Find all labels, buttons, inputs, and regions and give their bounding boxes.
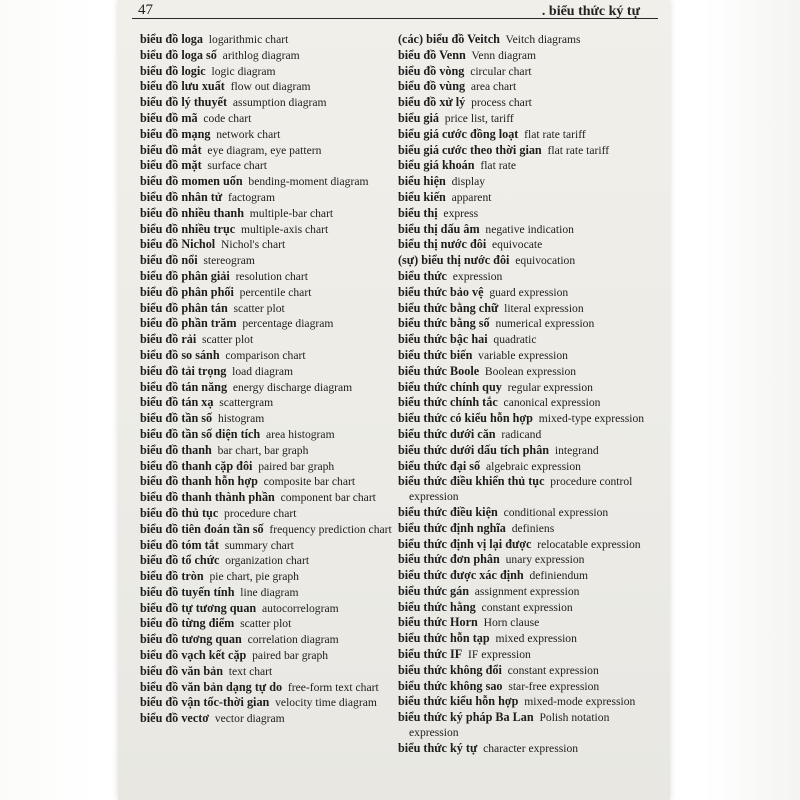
entry-term-vietnamese: biểu thức ký tự — [398, 740, 478, 755]
entry-translation-english: equivocation — [515, 254, 576, 268]
entry-translation-english: relocatable expression — [537, 537, 641, 551]
entry-translation-english: bending-moment diagram — [248, 175, 369, 189]
entry-translation-english: variable expression — [478, 348, 568, 362]
entry-term-vietnamese: biểu đồ vùng — [398, 79, 466, 94]
entry-translation-english: display — [451, 175, 486, 189]
entry-translation-english: scatter plot — [240, 617, 292, 631]
entry-term-vietnamese: biểu đồ loga số — [140, 47, 217, 62]
dictionary-entry — [140, 364, 392, 380]
dictionary-entry — [398, 427, 650, 443]
running-head-text: biểu thức ký tự — [548, 4, 640, 19]
entry-term-vietnamese: biểu thức đơn phân — [398, 552, 500, 567]
entry-translation-english: eye diagram, eye pattern — [207, 143, 322, 157]
entry-term-vietnamese: biểu đồ thủ tục — [140, 505, 219, 520]
dictionary-entry — [140, 395, 392, 411]
dictionary-entry — [140, 206, 392, 222]
dictionary-entry — [140, 648, 392, 664]
entry-translation-english: apparent — [451, 190, 492, 204]
dictionary-entry — [398, 237, 650, 253]
dictionary-entry — [398, 663, 650, 679]
entry-translation-english: pie chart, pie graph — [209, 570, 299, 584]
dictionary-entry — [398, 127, 650, 143]
entry-translation-english: expression — [452, 269, 503, 283]
entry-term-vietnamese: biểu thức bằng chữ — [398, 300, 499, 315]
dictionary-entry — [398, 64, 650, 80]
right-column — [398, 32, 650, 757]
entry-term-vietnamese: biểu thị — [398, 205, 438, 220]
entry-term-vietnamese: biểu đồ tần số diện tích — [140, 426, 261, 441]
entry-term-vietnamese: biểu đồ Venn — [398, 47, 466, 62]
entry-term-vietnamese: biểu đồ vạch kết cặp — [140, 648, 247, 663]
entry-translation-english: organization chart — [225, 554, 310, 568]
dictionary-entry — [140, 569, 392, 585]
entry-term-vietnamese: biểu đồ mạng — [140, 126, 211, 141]
entry-term-vietnamese: biểu thức chính quy — [398, 379, 502, 394]
dictionary-entry — [140, 301, 392, 317]
entry-term-vietnamese: biểu thị nước đôi — [398, 237, 487, 252]
entry-term-vietnamese: biểu thức điều khiển thủ tục — [398, 474, 545, 489]
entry-translation-english: frequency prediction chart — [269, 522, 392, 536]
dictionary-entry — [398, 395, 650, 411]
entry-translation-english: flat rate tariff — [547, 143, 610, 157]
dictionary-entry — [140, 348, 392, 364]
entry-translation-english: summary chart — [224, 538, 294, 552]
entry-term-vietnamese: biểu thức dưới căn — [398, 426, 496, 441]
entry-translation-english: network chart — [216, 127, 281, 141]
entry-term-vietnamese: biểu kiến — [398, 189, 446, 204]
entry-translation-english: constant expression — [481, 600, 573, 614]
entry-translation-english: free-form text chart — [287, 680, 379, 694]
dictionary-entry — [140, 269, 392, 285]
entry-translation-english: definiendum — [529, 569, 589, 583]
entry-translation-english: mixed-mode expression — [524, 695, 636, 709]
entry-translation-english: mixed-type expression — [538, 412, 645, 426]
entry-term-vietnamese: biểu đồ lưu xuất — [140, 79, 225, 94]
entry-term-vietnamese: biểu đồ tương quan — [140, 632, 242, 647]
entry-term-vietnamese: biểu giá cước đồng loạt — [398, 126, 519, 141]
dictionary-entry — [398, 521, 650, 537]
entry-translation-english: correlation diagram — [247, 633, 339, 647]
entry-term-vietnamese: biểu đồ tán xạ — [140, 395, 214, 410]
dictionary-entry — [398, 443, 650, 459]
entry-term-vietnamese: biểu đồ mắt — [140, 142, 202, 157]
dictionary-entry — [140, 632, 392, 648]
entry-translation-english: energy discharge diagram — [232, 380, 353, 394]
entry-translation-english: algebraic expression — [485, 459, 581, 473]
entry-term-vietnamese: biểu thị dấu âm — [398, 221, 480, 236]
entry-translation-english: multiple-bar chart — [249, 206, 334, 220]
dictionary-entry — [140, 538, 392, 554]
entry-translation-english: IF expression — [468, 648, 531, 662]
entry-term-vietnamese: biểu đồ phân phối — [140, 284, 234, 299]
dictionary-entry — [398, 301, 650, 317]
entry-translation-english: assumption diagram — [232, 96, 327, 110]
entry-term-vietnamese: biểu hiện — [398, 174, 446, 189]
entry-term-vietnamese: biểu thức đại số — [398, 458, 481, 473]
entry-translation-english: multiple-axis chart — [240, 222, 329, 236]
entry-translation-english: constant expression — [507, 663, 599, 677]
entry-translation-english: resolution chart — [235, 269, 309, 283]
entry-term-vietnamese: biểu đồ tròn — [140, 569, 204, 584]
entry-term-vietnamese: biểu thức dưới dấu tích phân — [398, 442, 550, 457]
dictionary-entry — [398, 364, 650, 380]
dictionary-entry — [140, 237, 392, 253]
entry-translation-english: scattergram — [219, 396, 274, 410]
entry-translation-english: Veitch diagrams — [505, 33, 581, 46]
left-column — [140, 32, 392, 727]
dictionary-entry — [140, 443, 392, 459]
entry-translation-english: area histogram — [266, 427, 335, 441]
entry-translation-english: assignment expression — [474, 584, 580, 598]
entry-translation-english: definiens — [511, 521, 555, 535]
entry-term-vietnamese: biểu đồ nhân tử — [140, 189, 223, 204]
entry-translation-english: Boolean expression — [484, 364, 577, 378]
dictionary-entry — [398, 206, 650, 222]
entry-term-vietnamese: (các) biểu đồ Veitch — [398, 32, 500, 46]
entry-term-vietnamese: biểu thức chính tắc — [398, 395, 498, 410]
dictionary-entry — [398, 79, 650, 95]
dictionary-entry — [398, 710, 650, 741]
dictionary-entry — [140, 143, 392, 159]
entry-term-vietnamese: biểu thức Horn — [398, 615, 478, 630]
page-number: 47 — [138, 2, 153, 18]
dictionary-entry — [140, 411, 392, 427]
entry-translation-english: code chart — [203, 111, 252, 125]
entry-term-vietnamese: biểu đồ rải — [140, 332, 197, 347]
entry-term-vietnamese: biểu đồ tán năng — [140, 379, 228, 394]
dictionary-entry — [140, 585, 392, 601]
entry-translation-english: scatter plot — [233, 301, 285, 315]
dictionary-entry — [398, 111, 650, 127]
entry-term-vietnamese: biểu đồ từng điểm — [140, 616, 235, 631]
dictionary-entry — [398, 694, 650, 710]
entry-translation-english: bar chart, bar graph — [217, 443, 309, 457]
entry-term-vietnamese: biểu đồ mã — [140, 110, 198, 125]
entry-translation-english: flow out diagram — [230, 80, 311, 94]
entry-term-vietnamese: biểu thức — [398, 268, 447, 283]
entry-translation-english: histogram — [217, 412, 265, 426]
entry-translation-english: paired bar graph — [252, 649, 329, 663]
dictionary-entry — [398, 459, 650, 475]
dictionary-entry — [398, 143, 650, 159]
dictionary-entry — [398, 380, 650, 396]
entry-translation-english: mixed expression — [495, 632, 577, 646]
entry-translation-english: express — [443, 206, 479, 220]
entry-translation-english: numerical expression — [495, 317, 595, 331]
entry-translation-english: integrand — [554, 443, 599, 457]
entry-term-vietnamese: biểu thức bằng số — [398, 316, 490, 331]
dictionary-entry — [140, 490, 392, 506]
dictionary-entry — [398, 222, 650, 238]
entry-translation-english: stereogram — [203, 254, 255, 268]
dictionary-entry — [398, 95, 650, 111]
entry-term-vietnamese: biểu thức ký pháp Ba Lan — [398, 710, 534, 725]
entry-translation-english: procedure chart — [224, 506, 297, 520]
entry-term-vietnamese: biểu đồ nổi — [140, 253, 198, 268]
dictionary-entry — [398, 316, 650, 332]
entry-translation-english: comparison chart — [225, 348, 306, 362]
dictionary-entry — [398, 48, 650, 64]
entry-term-vietnamese: biểu đồ tần số — [140, 411, 213, 426]
entry-term-vietnamese: biểu đồ thanh — [140, 442, 212, 457]
dictionary-entry — [140, 79, 392, 95]
entry-translation-english: star-free expression — [508, 679, 600, 693]
entry-term-vietnamese: biểu đồ thanh hỗn hợp — [140, 474, 258, 489]
dictionary-entry — [398, 505, 650, 521]
dictionary-entry — [140, 127, 392, 143]
entry-term-vietnamese: biểu thức biến — [398, 347, 473, 362]
entry-term-vietnamese: (sự) biểu thị nước đôi — [398, 253, 510, 268]
entry-translation-english: scatter plot — [202, 333, 254, 347]
dictionary-entry — [398, 741, 650, 757]
entry-translation-english: composite bar chart — [263, 475, 356, 489]
dictionary-entry — [140, 711, 392, 727]
dictionary-entry — [140, 95, 392, 111]
entry-translation-english: negative indication — [485, 222, 574, 236]
dictionary-entry — [398, 332, 650, 348]
entry-term-vietnamese: biểu đồ thanh thành phần — [140, 490, 275, 505]
entry-term-vietnamese: biểu thức định vị lại được — [398, 536, 532, 551]
dictionary-entry — [398, 679, 650, 695]
entry-term-vietnamese: biểu đồ tổ chức — [140, 553, 220, 568]
dictionary-entry — [140, 380, 392, 396]
dictionary-entry — [398, 631, 650, 647]
entry-translation-english: surface chart — [207, 159, 267, 173]
entry-term-vietnamese: biểu giá cước theo thời gian — [398, 142, 542, 157]
entry-translation-english: percentile chart — [239, 285, 312, 299]
dictionary-entry — [398, 190, 650, 206]
entry-translation-english: flat rate — [480, 159, 517, 173]
entry-term-vietnamese: biểu đồ phân giải — [140, 268, 230, 283]
entry-translation-english: radicand — [501, 427, 542, 441]
dictionary-entry — [398, 474, 650, 505]
dictionary-entry — [140, 253, 392, 269]
entry-term-vietnamese: biểu giá — [398, 110, 439, 125]
entry-term-vietnamese: biểu đồ tuyến tính — [140, 584, 235, 599]
entry-translation-english: percentage diagram — [242, 317, 334, 331]
dictionary-entry — [398, 568, 650, 584]
dictionary-entry — [140, 190, 392, 206]
entry-translation-english: equivocate — [492, 238, 543, 252]
entry-term-vietnamese: biểu đồ xử lý — [398, 95, 466, 110]
dictionary-entry — [140, 680, 392, 696]
entry-translation-english: process chart — [471, 96, 532, 110]
dictionary-entry — [398, 411, 650, 427]
dictionary-entry — [398, 584, 650, 600]
entry-translation-english: flat rate tariff — [524, 127, 586, 141]
entry-term-vietnamese: biểu đồ thanh cặp đôi — [140, 458, 253, 473]
entry-term-vietnamese: biểu giá khoán — [398, 158, 475, 173]
entry-translation-english: component bar chart — [280, 491, 376, 505]
entry-translation-english: line diagram — [240, 585, 299, 599]
dictionary-entry — [140, 474, 392, 490]
entry-translation-english: area chart — [470, 80, 517, 94]
entry-term-vietnamese: biểu thức bảo vệ — [398, 284, 484, 299]
dictionary-entry — [398, 32, 650, 48]
dictionary-entry — [398, 600, 650, 616]
entry-term-vietnamese: biểu thức định nghĩa — [398, 520, 506, 535]
entry-term-vietnamese: biểu đồ tiên đoán tần số — [140, 521, 264, 536]
entry-translation-english: procedure control expression — [409, 475, 633, 504]
dictionary-entry — [140, 332, 392, 348]
entry-term-vietnamese: biểu thức không sao — [398, 678, 503, 693]
dictionary-entry — [140, 64, 392, 80]
entry-translation-english: canonical expression — [503, 396, 601, 410]
dictionary-entry — [140, 553, 392, 569]
entry-term-vietnamese: biểu đồ tóm tắt — [140, 537, 219, 552]
entry-term-vietnamese: biểu thức gán — [398, 583, 469, 598]
dictionary-entry — [140, 285, 392, 301]
entry-term-vietnamese: biểu thức kiểu hỗn hợp — [398, 694, 519, 709]
entry-translation-english: Nichol's chart — [220, 238, 286, 252]
entry-translation-english: text chart — [228, 664, 273, 678]
entry-term-vietnamese: biểu thức không đổi — [398, 662, 502, 677]
entry-term-vietnamese: biểu thức điều kiện — [398, 504, 498, 519]
entry-term-vietnamese: biểu đồ Nichol — [140, 237, 216, 252]
entry-translation-english: quadratic — [493, 333, 537, 347]
header-rule — [132, 18, 658, 19]
entry-term-vietnamese: biểu đồ loga — [140, 32, 203, 46]
entry-term-vietnamese: biểu đồ phần trăm — [140, 316, 237, 331]
entry-translation-english: velocity time diagram — [275, 696, 377, 710]
dictionary-entry — [140, 522, 392, 538]
entry-term-vietnamese: biểu đồ nhiều trục — [140, 221, 236, 236]
entry-translation-english: logic diagram — [211, 64, 276, 78]
entry-term-vietnamese: biểu thức Boole — [398, 363, 480, 378]
entry-term-vietnamese: biểu đồ vận tốc-thời gian — [140, 695, 270, 710]
entry-term-vietnamese: biểu thức được xác định — [398, 568, 524, 583]
dictionary-entry — [398, 552, 650, 568]
entry-translation-english: price list, tariff — [444, 111, 514, 125]
entry-term-vietnamese: biểu thức có kiểu hỗn hợp — [398, 411, 533, 426]
entry-term-vietnamese: biểu thức IF — [398, 647, 463, 662]
entry-term-vietnamese: biểu đồ tải trọng — [140, 363, 227, 378]
dictionary-entry — [140, 316, 392, 332]
entry-term-vietnamese: biểu đồ vòng — [398, 63, 465, 78]
entry-term-vietnamese: biểu đồ nhiều thanh — [140, 205, 244, 220]
entry-translation-english: literal expression — [504, 301, 584, 315]
entry-translation-english: regular expression — [507, 380, 593, 394]
dictionary-entry — [398, 269, 650, 285]
entry-term-vietnamese: biểu đồ phân tán — [140, 300, 228, 315]
dictionary-entry — [398, 348, 650, 364]
dictionary-entry — [140, 222, 392, 238]
entry-term-vietnamese: biểu đồ vectơ — [140, 711, 210, 726]
entry-term-vietnamese: biểu đồ lý thuyết — [140, 95, 228, 110]
entry-term-vietnamese: biểu thức bậc hai — [398, 332, 488, 347]
dictionary-entry — [398, 615, 650, 631]
entry-term-vietnamese: biểu đồ mặt — [140, 158, 202, 173]
entry-translation-english: logarithmic chart — [208, 33, 289, 46]
dictionary-entry — [398, 537, 650, 553]
entry-translation-english: autocorrelogram — [262, 601, 339, 615]
dictionary-entry — [140, 111, 392, 127]
entry-term-vietnamese: biểu đồ văn bản dạng tự do — [140, 679, 283, 694]
dictionary-entry — [398, 647, 650, 663]
dictionary-entry — [140, 601, 392, 617]
entry-translation-english: conditional expression — [503, 505, 609, 519]
running-head-marker: . — [541, 4, 549, 19]
entry-translation-english: unary expression — [505, 553, 585, 567]
dictionary-entry — [140, 695, 392, 711]
entry-term-vietnamese: biểu đồ văn bản — [140, 663, 223, 678]
dictionary-entry — [140, 427, 392, 443]
dictionary-entry — [398, 174, 650, 190]
dictionary-entry — [140, 616, 392, 632]
entry-translation-english: paired bar graph — [258, 459, 335, 473]
dictionary-entry — [398, 158, 650, 174]
entry-translation-english: arithlog diagram — [222, 48, 300, 62]
dictionary-entry — [398, 285, 650, 301]
entry-translation-english: Polish notation expression — [409, 711, 610, 740]
dictionary-entry — [140, 48, 392, 64]
entry-translation-english: load diagram — [232, 364, 293, 378]
entry-term-vietnamese: biểu đồ logic — [140, 63, 206, 78]
entry-term-vietnamese: biểu đồ tự tương quan — [140, 600, 257, 615]
entry-translation-english: character expression — [483, 741, 579, 755]
dictionary-entry — [398, 253, 650, 269]
dictionary-entry — [140, 664, 392, 680]
entry-term-vietnamese: biểu thức hằng — [398, 599, 476, 614]
entry-translation-english: factogram — [227, 190, 275, 204]
dictionary-entry — [140, 459, 392, 475]
entry-translation-english: Venn diagram — [471, 48, 537, 62]
entry-term-vietnamese: biểu thức hỗn tạp — [398, 631, 490, 646]
entry-translation-english: circular chart — [470, 64, 532, 78]
dictionary-entry — [140, 174, 392, 190]
dictionary-entry — [140, 506, 392, 522]
dictionary-entry — [140, 32, 392, 48]
entry-term-vietnamese: biểu đồ momen uốn — [140, 174, 243, 189]
entry-translation-english: vector diagram — [214, 712, 285, 726]
entry-term-vietnamese: biểu đồ so sánh — [140, 347, 220, 362]
entry-translation-english: guard expression — [489, 285, 569, 299]
dictionary-page — [118, 0, 670, 800]
dictionary-entry — [140, 158, 392, 174]
entry-translation-english: Horn clause — [483, 616, 540, 630]
